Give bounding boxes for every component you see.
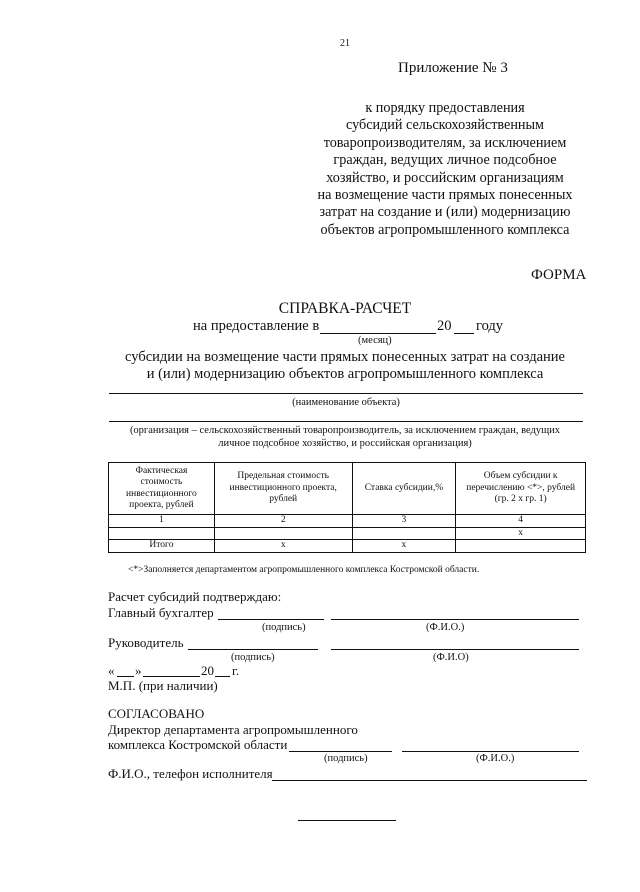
- table-cell: x: [214, 540, 352, 553]
- organization-hint-line-1: (организация – сельскохозяйственный товаропроизводитель, за исключением граждан, ведущих: [129, 425, 561, 436]
- header-subsidy-amount: Объем субсидии к перечислению <*>, рублей (гр. 2 х гр. 1): [456, 463, 586, 515]
- table-cell[interactable]: [456, 540, 586, 553]
- organization-hint-line-2: личное подсобное хозяйство, и российская организация): [218, 438, 472, 449]
- director-fio-line[interactable]: [402, 751, 579, 752]
- manager-fio-line[interactable]: [331, 649, 579, 650]
- date-year-prefix: 20: [201, 663, 214, 678]
- confirm-label: Расчет субсидий подтверждаю:: [108, 589, 282, 604]
- appendix-description: [290, 100, 600, 239]
- header-subsidy-rate: Ставка субсидии,%: [352, 463, 456, 515]
- appendix-line: субсидий сельскохозяйственным: [345, 117, 545, 134]
- column-number: 2: [214, 515, 352, 528]
- date-year-suffix: г.: [232, 663, 240, 678]
- signature-hint: (подпись): [262, 622, 306, 633]
- year-prefix: 20: [437, 318, 452, 334]
- accountant-label: Главный бухгалтер: [108, 605, 214, 620]
- year-input-line[interactable]: [454, 333, 474, 334]
- organization-input-line[interactable]: [109, 421, 583, 422]
- date-month-line[interactable]: [143, 676, 200, 677]
- month-input-line[interactable]: [320, 333, 436, 334]
- footnote: <*>Заполняется департаментом агропромышленного комплекса Костромской области.: [128, 565, 480, 575]
- column-number: 4: [456, 515, 586, 528]
- year-suffix: году: [476, 318, 504, 334]
- appendix-line: затрат на создание и (или) модернизацию: [319, 204, 571, 221]
- appendix-line: на возмещение части прямых понесенных: [317, 187, 573, 204]
- table-cell[interactable]: [109, 527, 215, 540]
- column-number: 3: [352, 515, 456, 528]
- appendix-line: хозяйство, и российским организациям: [326, 169, 564, 186]
- month-hint: (месяц): [358, 335, 392, 346]
- appendix-line: к порядку предоставления: [365, 100, 525, 116]
- appendix-title: Приложение № 3: [398, 60, 508, 76]
- fio-hint: (Ф.И.О.): [476, 753, 515, 764]
- table-row: [109, 527, 586, 540]
- column-number: 1: [109, 515, 215, 528]
- table-cell: x: [456, 527, 586, 540]
- subsidy-table: [108, 462, 586, 553]
- manager-signature-line[interactable]: [188, 649, 318, 650]
- accountant-signature-line[interactable]: [218, 619, 324, 620]
- stamp-label: М.П. (при наличии): [108, 678, 218, 693]
- executor-input-line[interactable]: [272, 780, 587, 781]
- signature-hint: (подпись): [231, 652, 275, 663]
- table-column-numbers-row: [109, 515, 586, 528]
- object-input-line[interactable]: [109, 393, 583, 394]
- table-header-row: [109, 463, 586, 515]
- executor-label: Ф.И.О., телефон исполнителя: [108, 766, 273, 781]
- table-cell[interactable]: [214, 527, 352, 540]
- director-line-1: Директор департамента агропромышленного: [108, 722, 358, 737]
- table-cell[interactable]: [352, 527, 456, 540]
- director-line-2: комплекса Костромской области: [108, 737, 288, 752]
- provision-prefix: на предоставление в: [193, 318, 320, 334]
- page-number: 21: [340, 38, 350, 49]
- fio-hint: (Ф.И.О): [433, 652, 469, 663]
- closing-separator: [298, 820, 396, 821]
- date-close-quote: »: [135, 663, 142, 678]
- date-day-line[interactable]: [117, 676, 134, 677]
- table-cell: x: [352, 540, 456, 553]
- subtitle-line-2: и (или) модернизацию объектов агропромышленного комплекса: [146, 366, 544, 382]
- fio-hint: (Ф.И.О.): [426, 622, 465, 633]
- document-title: СПРАВКА-РАСЧЕТ: [278, 300, 412, 317]
- header-actual-cost: Фактическая стоимость инвестиционного проекта, рублей: [109, 463, 215, 515]
- accountant-fio-line[interactable]: [331, 619, 579, 620]
- object-hint: (наименование объекта): [292, 397, 400, 408]
- director-signature-line[interactable]: [289, 751, 392, 752]
- header-max-cost: Предельная стоимость инвестиционного проекта, рублей: [214, 463, 352, 515]
- total-label: Итого: [109, 540, 215, 553]
- manager-label: Руководитель: [108, 635, 184, 650]
- date-year-line[interactable]: [215, 676, 230, 677]
- table-total-row: [109, 540, 586, 553]
- appendix-line: товаропроизводителям, за исключением: [323, 134, 567, 151]
- forma-label: ФОРМА: [531, 267, 587, 283]
- appendix-line: объектов агропромышленного комплекса: [320, 221, 570, 238]
- appendix-line: граждан, ведущих личное подсобное: [333, 152, 557, 169]
- subtitle-line-1: субсидии на возмещение части прямых понесенных затрат на создание: [125, 349, 565, 365]
- date-open-quote: «: [108, 663, 115, 678]
- agreed-label: СОГЛАСОВАНО: [108, 706, 205, 721]
- signature-hint: (подпись): [324, 753, 368, 764]
